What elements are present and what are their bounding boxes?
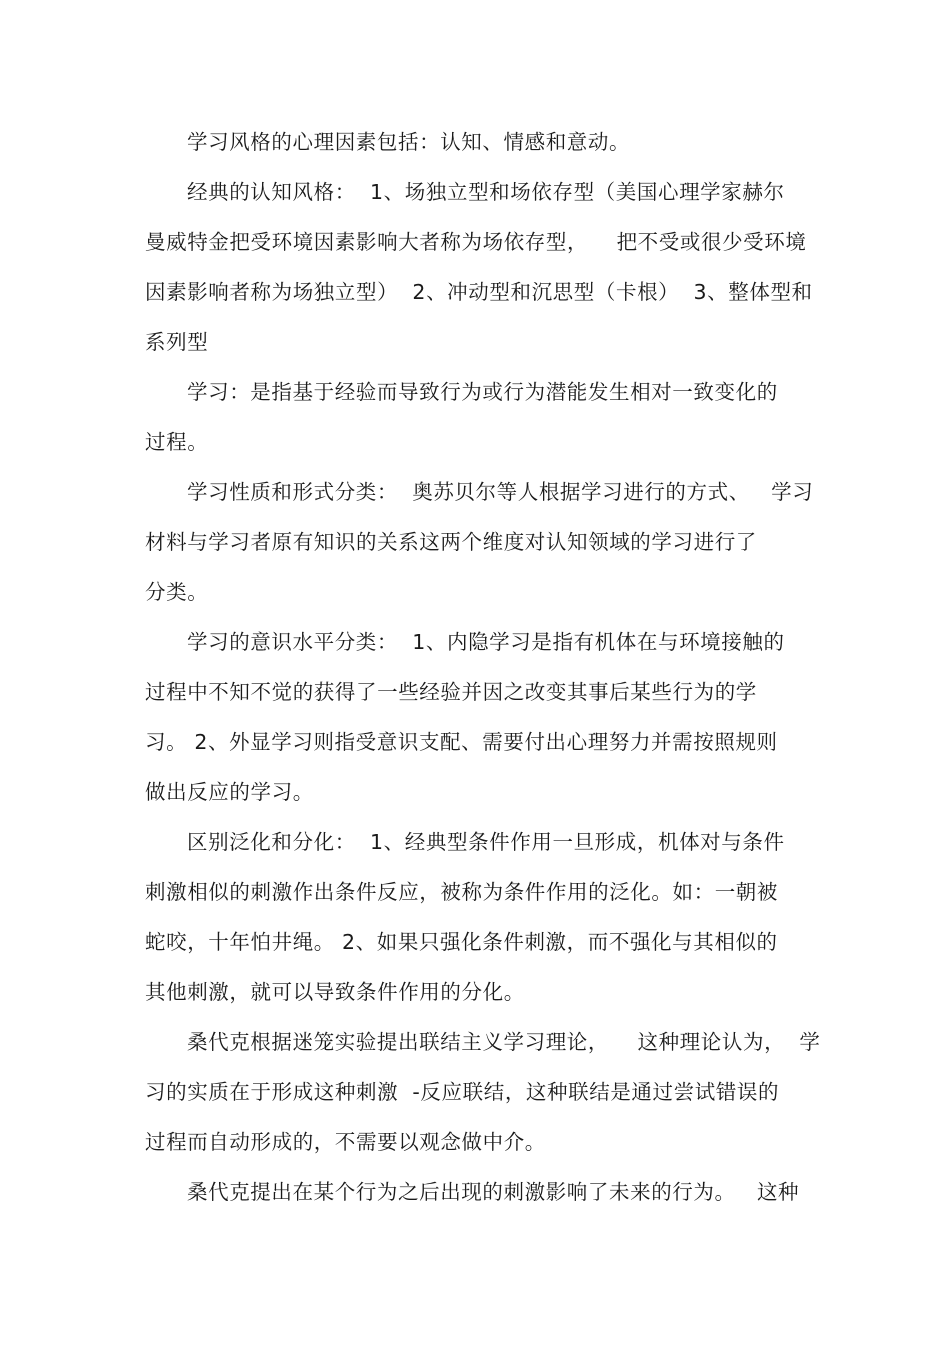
text-line: 其他刺激，就可以导致条件作用的分化。 — [145, 980, 525, 1004]
text-line: 习的实质在于形成这种刺激 -反应联结，这种联结是通过尝试错误的 — [145, 1080, 780, 1104]
text-line: 过程中不知不觉的获得了一些经验并因之改变其事后某些行为的学 — [145, 680, 757, 704]
text-line: 因素影响者称为场独立型） 2、冲动型和沉思型（卡根） 3、整体型和 — [145, 280, 813, 304]
text-line: 学习风格的心理因素包括：认知、情感和意动。 — [187, 130, 631, 154]
text-line: 过程。 — [145, 430, 209, 454]
text-line: 学习：是指基于经验而导致行为或行为潜能发生相对一致变化的 — [187, 380, 778, 404]
text-line: 曼威特金把受环境因素影响大者称为场依存型， 把不受或很少受环境 — [145, 230, 807, 254]
text-line: 桑代克根据迷笼实验提出联结主义学习理论， 这种理论认为， 学 — [187, 1030, 821, 1054]
text-line: 材料与学习者原有知识的关系这两个维度对认知领域的学习进行了 — [145, 530, 757, 554]
text-line: 习。 2、外显学习则指受意识支配、需要付出心理努力并需按照规则 — [145, 730, 778, 754]
text-line: 桑代克提出在某个行为之后出现的刺激影响了未来的行为。 这种 — [187, 1180, 800, 1204]
text-line: 学习性质和形式分类： 奥苏贝尔等人根据学习进行的方式、 学习 — [187, 480, 814, 504]
text-line: 分类。 — [145, 580, 209, 604]
text-line: 蛇咬，十年怕井绳。 2、如果只强化条件刺激，而不强化与其相似的 — [145, 930, 778, 954]
text-line: 过程而自动形成的，不需要以观念做中介。 — [145, 1130, 546, 1154]
text-line: 刺激相似的刺激作出条件反应，被称为条件作用的泛化。如：一朝被 — [145, 880, 778, 904]
text-line: 系列型 — [145, 330, 209, 354]
text-line: 学习的意识水平分类： 1、内隐学习是指有机体在与环境接触的 — [187, 630, 785, 654]
text-line: 经典的认知风格： 1、场独立型和场依存型（美国心理学家赫尔 — [187, 180, 785, 204]
text-line: 区别泛化和分化： 1、经典型条件作用一旦形成，机体对与条件 — [187, 830, 785, 854]
text-line: 做出反应的学习。 — [145, 780, 314, 804]
